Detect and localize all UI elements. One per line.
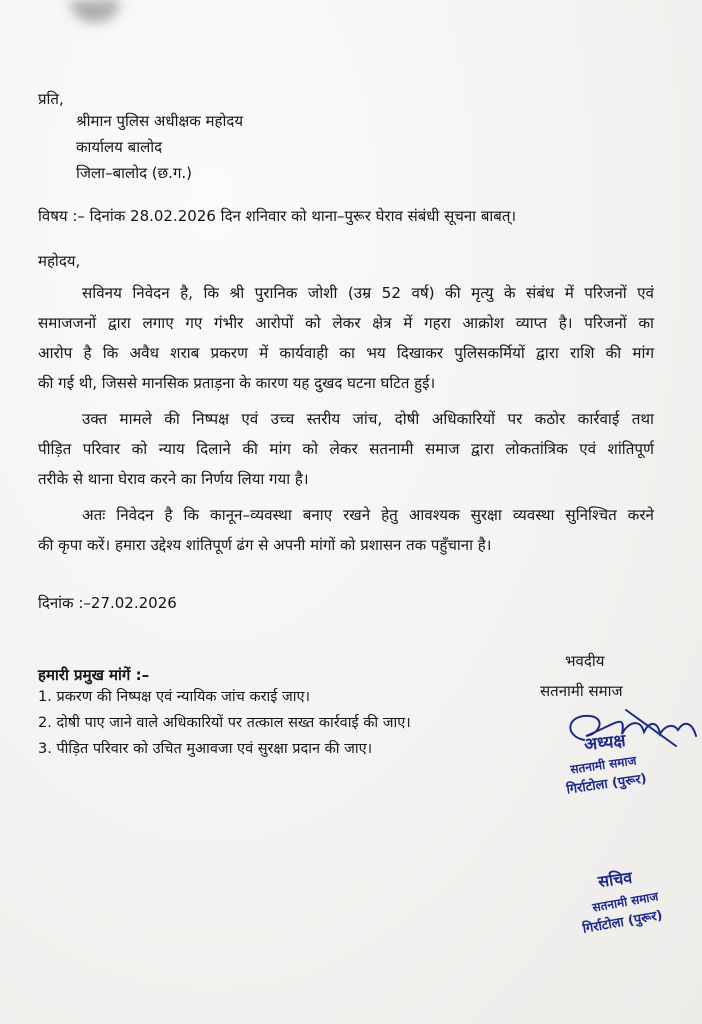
addressee-line-3: जिला–बालोद (छ.ग.)	[76, 164, 193, 182]
para1-line-1: सविनय निवेदन है, कि श्री पुरानिक जोशी (उम्र 52 वर्ष) की मृत्यु के संबंध में परिजनों एवं	[82, 284, 654, 302]
demand-item: 3. पीड़ित परिवार को उचित मुआवजा एवं सुरक्षा प्रदान की जाए।	[38, 741, 373, 757]
addressee-line-1: श्रीमान पुलिस अधीक्षक महोदय	[76, 112, 244, 130]
para1-line-4: की गई थी, जिससे मानसिक प्रताड़ना के कारण यह दुखद घटना घटित हुई।	[38, 374, 436, 392]
president-stamp-place: गिर्राटोला (पुरूर)	[565, 771, 648, 798]
demands-heading: हमारी प्रमुख मांगें :–	[38, 666, 150, 684]
para2-line-3: तरीके से थाना घेराव करने का निर्णय लिया गया है।	[38, 470, 309, 488]
salutation-to: प्रति,	[38, 90, 64, 108]
president-stamp-org: सतनामी समाज	[569, 753, 638, 777]
para1-line-3: आरोप है कि अवैध शराब प्रकरण में कार्यवाही का भय दिखाकर पुलिसकर्मियों द्वारा राशि की मांग	[38, 344, 654, 362]
para2-line-1: उक्त मामले की निष्पक्ष एवं उच्च स्तरीय जांच, दोषी अधिकारियों पर कठोर कार्रवाई तथा	[82, 410, 654, 428]
para1-line-2: समाजजनों द्वारा लगाए गए गंभीर आरोपों को लेकर क्षेत्र में गहरा आक्रोश व्याप्त है। परिजनों का	[38, 314, 654, 332]
sign-off-line-2: सतनामी समाज	[540, 682, 623, 700]
subject-line: विषय :– दिनांक 28.02.2026 दिन शनिवार को थाना–पुरूर घेराव संबंधी सूचना बाबत्।	[38, 207, 517, 225]
para2-line-2: पीड़ित परिवार को न्याय दिलाने की मांग को लेकर सतनामी समाज द्वारा लोकतांत्रिक एवं शांतिपूर्ण	[38, 440, 654, 458]
secretary-stamp-place: गिर्राटोला (पुरूर)	[581, 908, 664, 937]
greeting: महोदय,	[38, 252, 81, 270]
para3-line-2: की कृपा करें। हमारा उद्देश्य शांतिपूर्ण ढंग से अपनी मांगों को प्रशासन तक पहुँचाना है।	[38, 536, 492, 554]
sign-off-line-1: भवदीय	[565, 652, 605, 670]
addressee-line-2: कार्यालय बालोद	[76, 138, 163, 156]
para3-line-1: अतः निवेदन है कि कानून–व्यवस्था बनाए रखने हेतु आवश्यक सुरक्षा व्यवस्था सुनिश्चित करने	[82, 506, 654, 524]
demand-item: 2. दोषी पाए जाने वाले अधिकारियों पर तत्काल सख्त कार्रवाई की जाए।	[38, 715, 411, 731]
president-stamp-title: अध्यक्ष	[583, 730, 627, 756]
demand-item: 1. प्रकरण की निष्पक्ष एवं न्यायिक जांच कराई जाए।	[38, 689, 311, 705]
secretary-stamp-title: सचिव	[596, 867, 634, 892]
letter-date: दिनांक :–27.02.2026	[38, 594, 177, 612]
secretary-stamp-org: सतनामी समाज	[591, 889, 660, 915]
president-signature	[556, 706, 702, 750]
paper-smudge	[70, 0, 120, 22]
